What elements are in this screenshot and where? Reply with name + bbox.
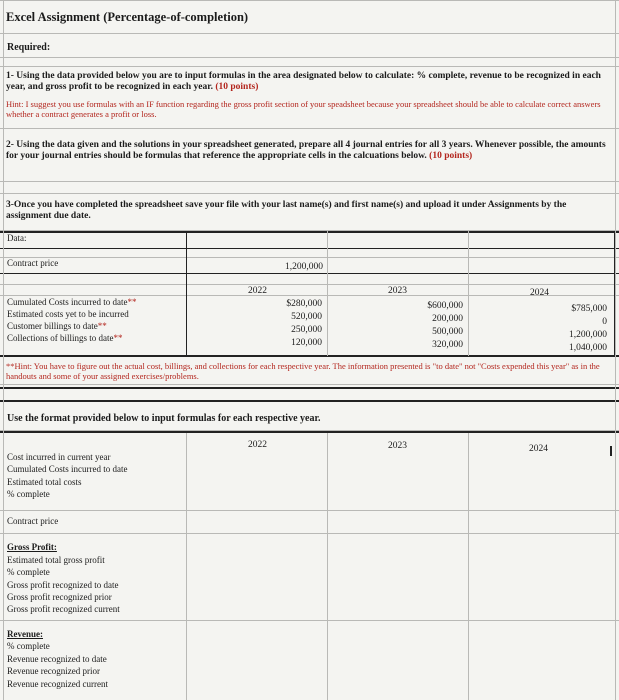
data-cell: $280,000 <box>286 299 322 309</box>
table-border <box>186 231 187 356</box>
format-row-label: Estimated total gross profit <box>7 555 105 565</box>
format-contract-price-label: Contract price <box>7 516 59 526</box>
format-year-2022: 2022 <box>248 440 267 450</box>
instruction-1-hint: Hint: I suggest you use formulas with an IF function regarding the gross profit section of your speadsheet because your spreadsheet should be able to calculate correct answers whether a contract generates a profit or loss. <box>6 99 601 119</box>
format-row-label: Gross profit recognized to date <box>7 580 119 590</box>
data-cell: 520,000 <box>291 312 322 322</box>
grid-line <box>0 57 619 58</box>
grid-line <box>0 181 619 182</box>
grid-line <box>0 533 619 534</box>
grid-line <box>0 66 619 67</box>
data-cell: 320,000 <box>432 340 463 350</box>
table-border <box>0 387 619 389</box>
table-border <box>614 231 615 356</box>
data-cell: 200,000 <box>432 314 463 324</box>
required-label: Required: <box>7 42 51 53</box>
format-row-label: Cost incurred in current year <box>7 452 111 462</box>
instruction-1-text: 1- Using the data provided below you are to input formulas in the area designated below to calculate: % complete, revenue to be recognized in each year, and gross profit to be recognized in each year. <box>6 71 601 92</box>
grid-line <box>0 193 619 194</box>
data-cell: 500,000 <box>432 327 463 337</box>
data-row-label: Customer billings to date** <box>7 321 107 331</box>
data-cell: 1,040,000 <box>569 343 607 353</box>
table-border <box>0 248 619 249</box>
grid-line <box>3 0 4 700</box>
grid-line <box>0 295 619 296</box>
format-row-label: Revenue recognized to date <box>7 654 107 664</box>
data-cell: 250,000 <box>291 325 322 335</box>
instruction-2-text: 2- Using the data given and the solutions in your spreadsheet generated, prepare all 4 journal entries for all 3 years. Whenever possible, the amounts for your journal entries should be formulas that reference the appropriate cells in the calcuations below. <box>6 140 606 161</box>
instruction-2 <box>6 140 612 162</box>
format-row-label: % complete <box>7 567 50 577</box>
data-row-label: Collections of billings to date** <box>7 333 123 343</box>
table-border <box>0 231 619 233</box>
grid-line <box>615 0 616 700</box>
year-2024: 2024 <box>530 288 549 298</box>
format-year-2023: 2023 <box>388 441 407 451</box>
page-title: Excel Assignment (Percentage-of-completion) <box>6 10 249 24</box>
grid-line <box>0 128 619 129</box>
data-label: Data: <box>7 233 27 243</box>
data-row-label: Cumulated Costs incurred to date** <box>7 297 137 307</box>
grid-line <box>327 231 328 356</box>
format-row-label: % complete <box>7 489 50 499</box>
data-cell: 0 <box>602 317 607 327</box>
instruction-3: 3-Once you have completed the spreadsheet save your file with your last name(s) and first name(s) and upload it under Assignments by the assignment due date. <box>6 200 567 221</box>
revenue-heading: Revenue: <box>7 629 43 639</box>
grid-line <box>0 257 619 258</box>
year-2023: 2023 <box>388 286 407 296</box>
table-border <box>0 431 619 433</box>
instruction-2-points: (10 points) <box>429 151 473 161</box>
table-border <box>610 446 612 456</box>
grid-line <box>0 510 619 511</box>
table-border <box>0 400 619 402</box>
format-row-label: Gross profit recognized prior <box>7 592 112 602</box>
format-row-label: Revenue recognized prior <box>7 666 100 676</box>
contract-price-value: 1,200,000 <box>285 262 323 272</box>
grid-line <box>0 384 619 385</box>
data-row-label: Estimated costs yet to be incurred <box>7 309 129 319</box>
grid-line <box>0 284 619 285</box>
grid-line <box>0 33 619 34</box>
table-border <box>0 273 619 274</box>
grid-line <box>0 620 619 621</box>
format-year-2024: 2024 <box>529 444 548 454</box>
data-cell: $785,000 <box>571 304 607 314</box>
grid-line <box>186 433 187 700</box>
contract-price-label: Contract price <box>7 258 59 268</box>
data-cell: 1,200,000 <box>569 330 607 340</box>
instruction-1 <box>6 71 612 93</box>
format-row-label: Estimated total costs <box>7 477 82 487</box>
grid-line <box>0 0 619 1</box>
grid-line <box>468 433 469 700</box>
year-2022: 2022 <box>248 286 267 296</box>
table-border <box>0 355 619 357</box>
instruction-1-points: (10 points) <box>215 82 259 92</box>
grid-line <box>327 433 328 700</box>
format-heading: Use the format provided below to input formulas for each respective year. <box>7 413 321 424</box>
data-cell: 120,000 <box>291 338 322 348</box>
format-row-label: % complete <box>7 641 50 651</box>
data-cell: $600,000 <box>427 301 463 311</box>
format-row-label: Cumulated Costs incurred to date <box>7 464 128 474</box>
format-row-label: Gross profit recognized current <box>7 604 120 614</box>
format-row-label: Revenue recognized current <box>7 679 108 689</box>
data-hint: **Hint: You have to figure out the actual cost, billings, and collections for each respective year. The information presented is "to date" not "Costs expended this year" as in the handouts and some of your assigned exercises/problems. <box>6 361 600 381</box>
gross-profit-heading: Gross Profit: <box>7 542 57 552</box>
grid-line <box>468 231 469 356</box>
